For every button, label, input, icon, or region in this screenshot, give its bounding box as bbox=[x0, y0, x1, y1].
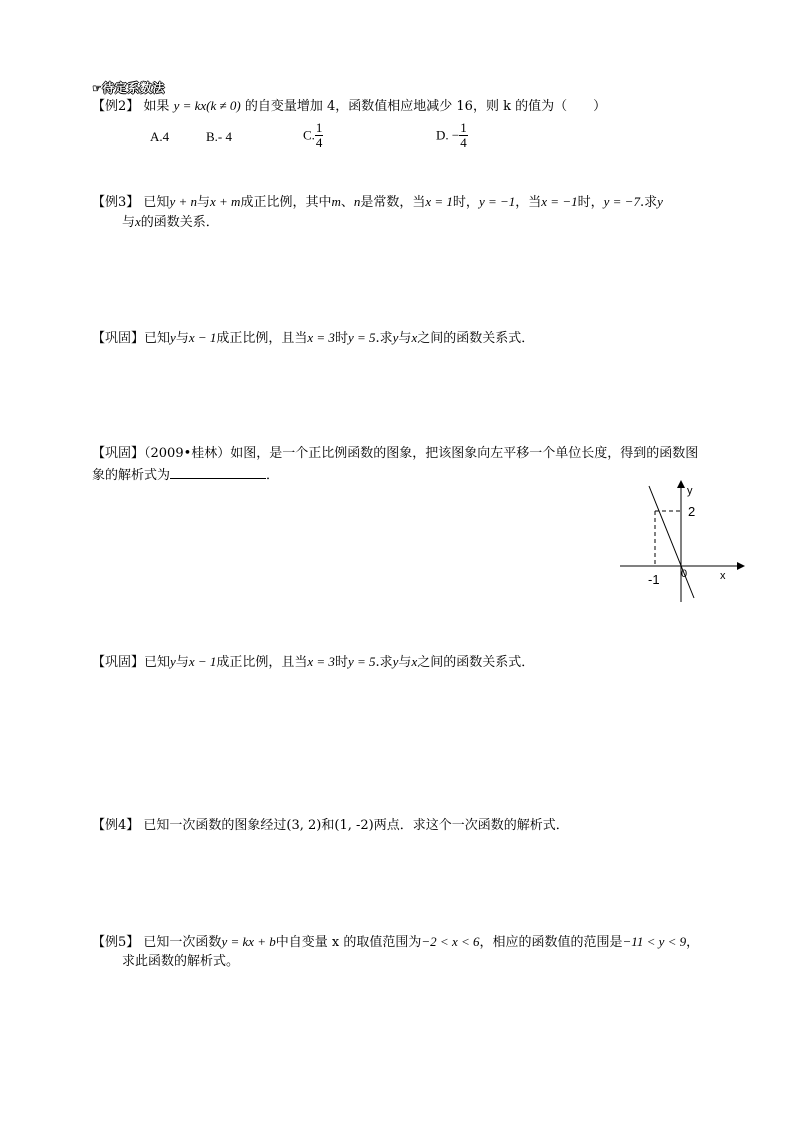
var-x: x bbox=[135, 214, 141, 229]
option-d-denominator: 4 bbox=[460, 135, 467, 150]
t: .求 bbox=[375, 655, 393, 670]
t: 已知 bbox=[143, 195, 170, 210]
t: ． bbox=[266, 468, 280, 483]
option-d bbox=[436, 121, 468, 150]
t: 成正比例，且当 bbox=[216, 655, 308, 670]
section-title: 待定系数法 bbox=[102, 81, 165, 95]
label-neg1: -1 bbox=[648, 572, 660, 587]
example-3-tag: 【例3】 bbox=[92, 195, 140, 210]
example-3-line-2 bbox=[122, 214, 219, 231]
practice-3-tag: 【巩固】 bbox=[92, 655, 145, 670]
t: ，相应的函数值的范围是 bbox=[479, 935, 623, 950]
var-y: y bbox=[392, 654, 399, 669]
cond-y: y = 5 bbox=[347, 654, 376, 669]
option-c-label: C. bbox=[303, 127, 315, 143]
option-d-label: D. bbox=[436, 127, 449, 143]
expr-y-plus-n: y + n bbox=[169, 194, 197, 209]
example-2-equation: y = kx(k ≠ 0) bbox=[173, 98, 241, 113]
expr-linear-function: y = kx + b bbox=[221, 934, 276, 949]
function-graph bbox=[612, 472, 772, 604]
t: 是常数，当 bbox=[360, 195, 426, 210]
example-2-tag: 【例2】 bbox=[92, 99, 140, 114]
var-x: x bbox=[411, 654, 418, 669]
option-c bbox=[303, 121, 323, 150]
practice-2-text: （2009•桂林）如图，是一个正比例函数的图象，把该图象向左平移一个单位长度，得到的函数图 bbox=[144, 446, 699, 461]
cond-y1: y = −1 bbox=[478, 194, 516, 209]
practice-2-line-2 bbox=[92, 466, 279, 484]
expr-x-plus-m: x + m bbox=[210, 194, 241, 209]
cond-y: y = 5 bbox=[347, 330, 376, 345]
answer-blank[interactable] bbox=[170, 466, 266, 479]
t: 时， bbox=[577, 195, 604, 210]
t: 之间的函数关系式． bbox=[417, 331, 535, 346]
label-y: y bbox=[687, 485, 693, 497]
label-2: 2 bbox=[688, 504, 696, 519]
t: 成正比例，且当 bbox=[216, 331, 308, 346]
t: 中自变量 x 的取值范围为 bbox=[275, 935, 422, 950]
t: 时， bbox=[452, 195, 479, 210]
t: .求 bbox=[375, 331, 393, 346]
cond-x1: x = 1 bbox=[425, 194, 453, 209]
example-2-question bbox=[92, 98, 606, 115]
range-y: −11 < y < 9 bbox=[622, 934, 687, 949]
t: 时 bbox=[334, 655, 348, 670]
label-origin: 0 bbox=[681, 568, 688, 580]
example-5-tag: 【例5】 bbox=[92, 935, 140, 950]
practice-3 bbox=[92, 654, 534, 671]
option-a-label: A.4 bbox=[150, 129, 170, 144]
option-d-numerator: 1 bbox=[460, 120, 467, 135]
example-4 bbox=[92, 818, 569, 834]
option-c-numerator: 1 bbox=[315, 120, 323, 135]
option-b bbox=[206, 129, 232, 145]
example-3-line-1 bbox=[92, 194, 663, 211]
t: 时 bbox=[334, 331, 348, 346]
example-2-pre: 如果 bbox=[143, 99, 170, 114]
practice-2-line-1 bbox=[92, 446, 698, 462]
option-c-fraction bbox=[315, 121, 324, 150]
cond-x2: x = −1 bbox=[541, 194, 578, 209]
var-n: n bbox=[353, 194, 361, 209]
x-axis-arrow-icon bbox=[737, 562, 745, 570]
var-m: m bbox=[331, 194, 341, 209]
t: 与 bbox=[398, 331, 412, 346]
t: 的函数关系． bbox=[140, 215, 219, 230]
t: 成正比例，其中 bbox=[240, 195, 332, 210]
var-y: y bbox=[392, 330, 399, 345]
t: 已知 bbox=[144, 655, 171, 670]
var-x: x bbox=[411, 330, 418, 345]
option-a bbox=[150, 129, 169, 145]
t: ， bbox=[686, 935, 700, 950]
var-y: y bbox=[170, 654, 176, 669]
label-x: x bbox=[720, 570, 726, 582]
t: .求 bbox=[639, 195, 658, 210]
t: 、 bbox=[340, 195, 354, 210]
example-2-post: 的自变量增加 4，函数值相应地减少 16，则 k 的值为（ ） bbox=[244, 99, 607, 114]
t: 已知一次函数 bbox=[143, 935, 222, 950]
y-axis-arrow-icon bbox=[677, 480, 685, 488]
var-y: y bbox=[170, 330, 176, 345]
t: 与 bbox=[196, 195, 210, 210]
example-4-tag: 【例4】 bbox=[92, 818, 140, 833]
option-d-sign: − bbox=[451, 127, 460, 143]
var-y: y bbox=[657, 194, 663, 209]
expr-x-minus-1: x − 1 bbox=[188, 330, 217, 345]
pointing-hand-icon: ☞ bbox=[92, 82, 103, 95]
t: 象的解析式为 bbox=[92, 468, 171, 483]
t: 与 bbox=[398, 655, 412, 670]
practice-1-tag: 【巩固】 bbox=[92, 331, 145, 346]
cond-x: x = 3 bbox=[307, 330, 335, 345]
t: 与 bbox=[175, 655, 189, 670]
t: 之间的函数关系式． bbox=[417, 655, 535, 670]
example-4-text: 已知一次函数的图象经过(3, 2)和(1, -2)两点．求这个一次函数的解析式． bbox=[143, 818, 569, 833]
example-5-line-2 bbox=[122, 954, 239, 970]
option-d-fraction bbox=[459, 121, 468, 150]
cond-x: x = 3 bbox=[307, 654, 335, 669]
example-5-line-1 bbox=[92, 934, 699, 951]
option-b-label: B.- 4 bbox=[206, 129, 232, 144]
t: 求此函数的解析式。 bbox=[122, 954, 240, 969]
t: 与 bbox=[122, 215, 136, 230]
range-x: −2 < x < 6 bbox=[421, 934, 480, 949]
t: ，当 bbox=[515, 195, 542, 210]
t: 与 bbox=[175, 331, 189, 346]
expr-x-minus-1: x − 1 bbox=[188, 654, 217, 669]
t: 已知 bbox=[144, 331, 171, 346]
cond-y2: y = −7 bbox=[603, 194, 640, 209]
practice-1 bbox=[92, 330, 534, 347]
practice-2-tag: 【巩固】 bbox=[92, 446, 145, 461]
section-heading bbox=[92, 80, 165, 97]
option-c-denominator: 4 bbox=[315, 135, 323, 150]
